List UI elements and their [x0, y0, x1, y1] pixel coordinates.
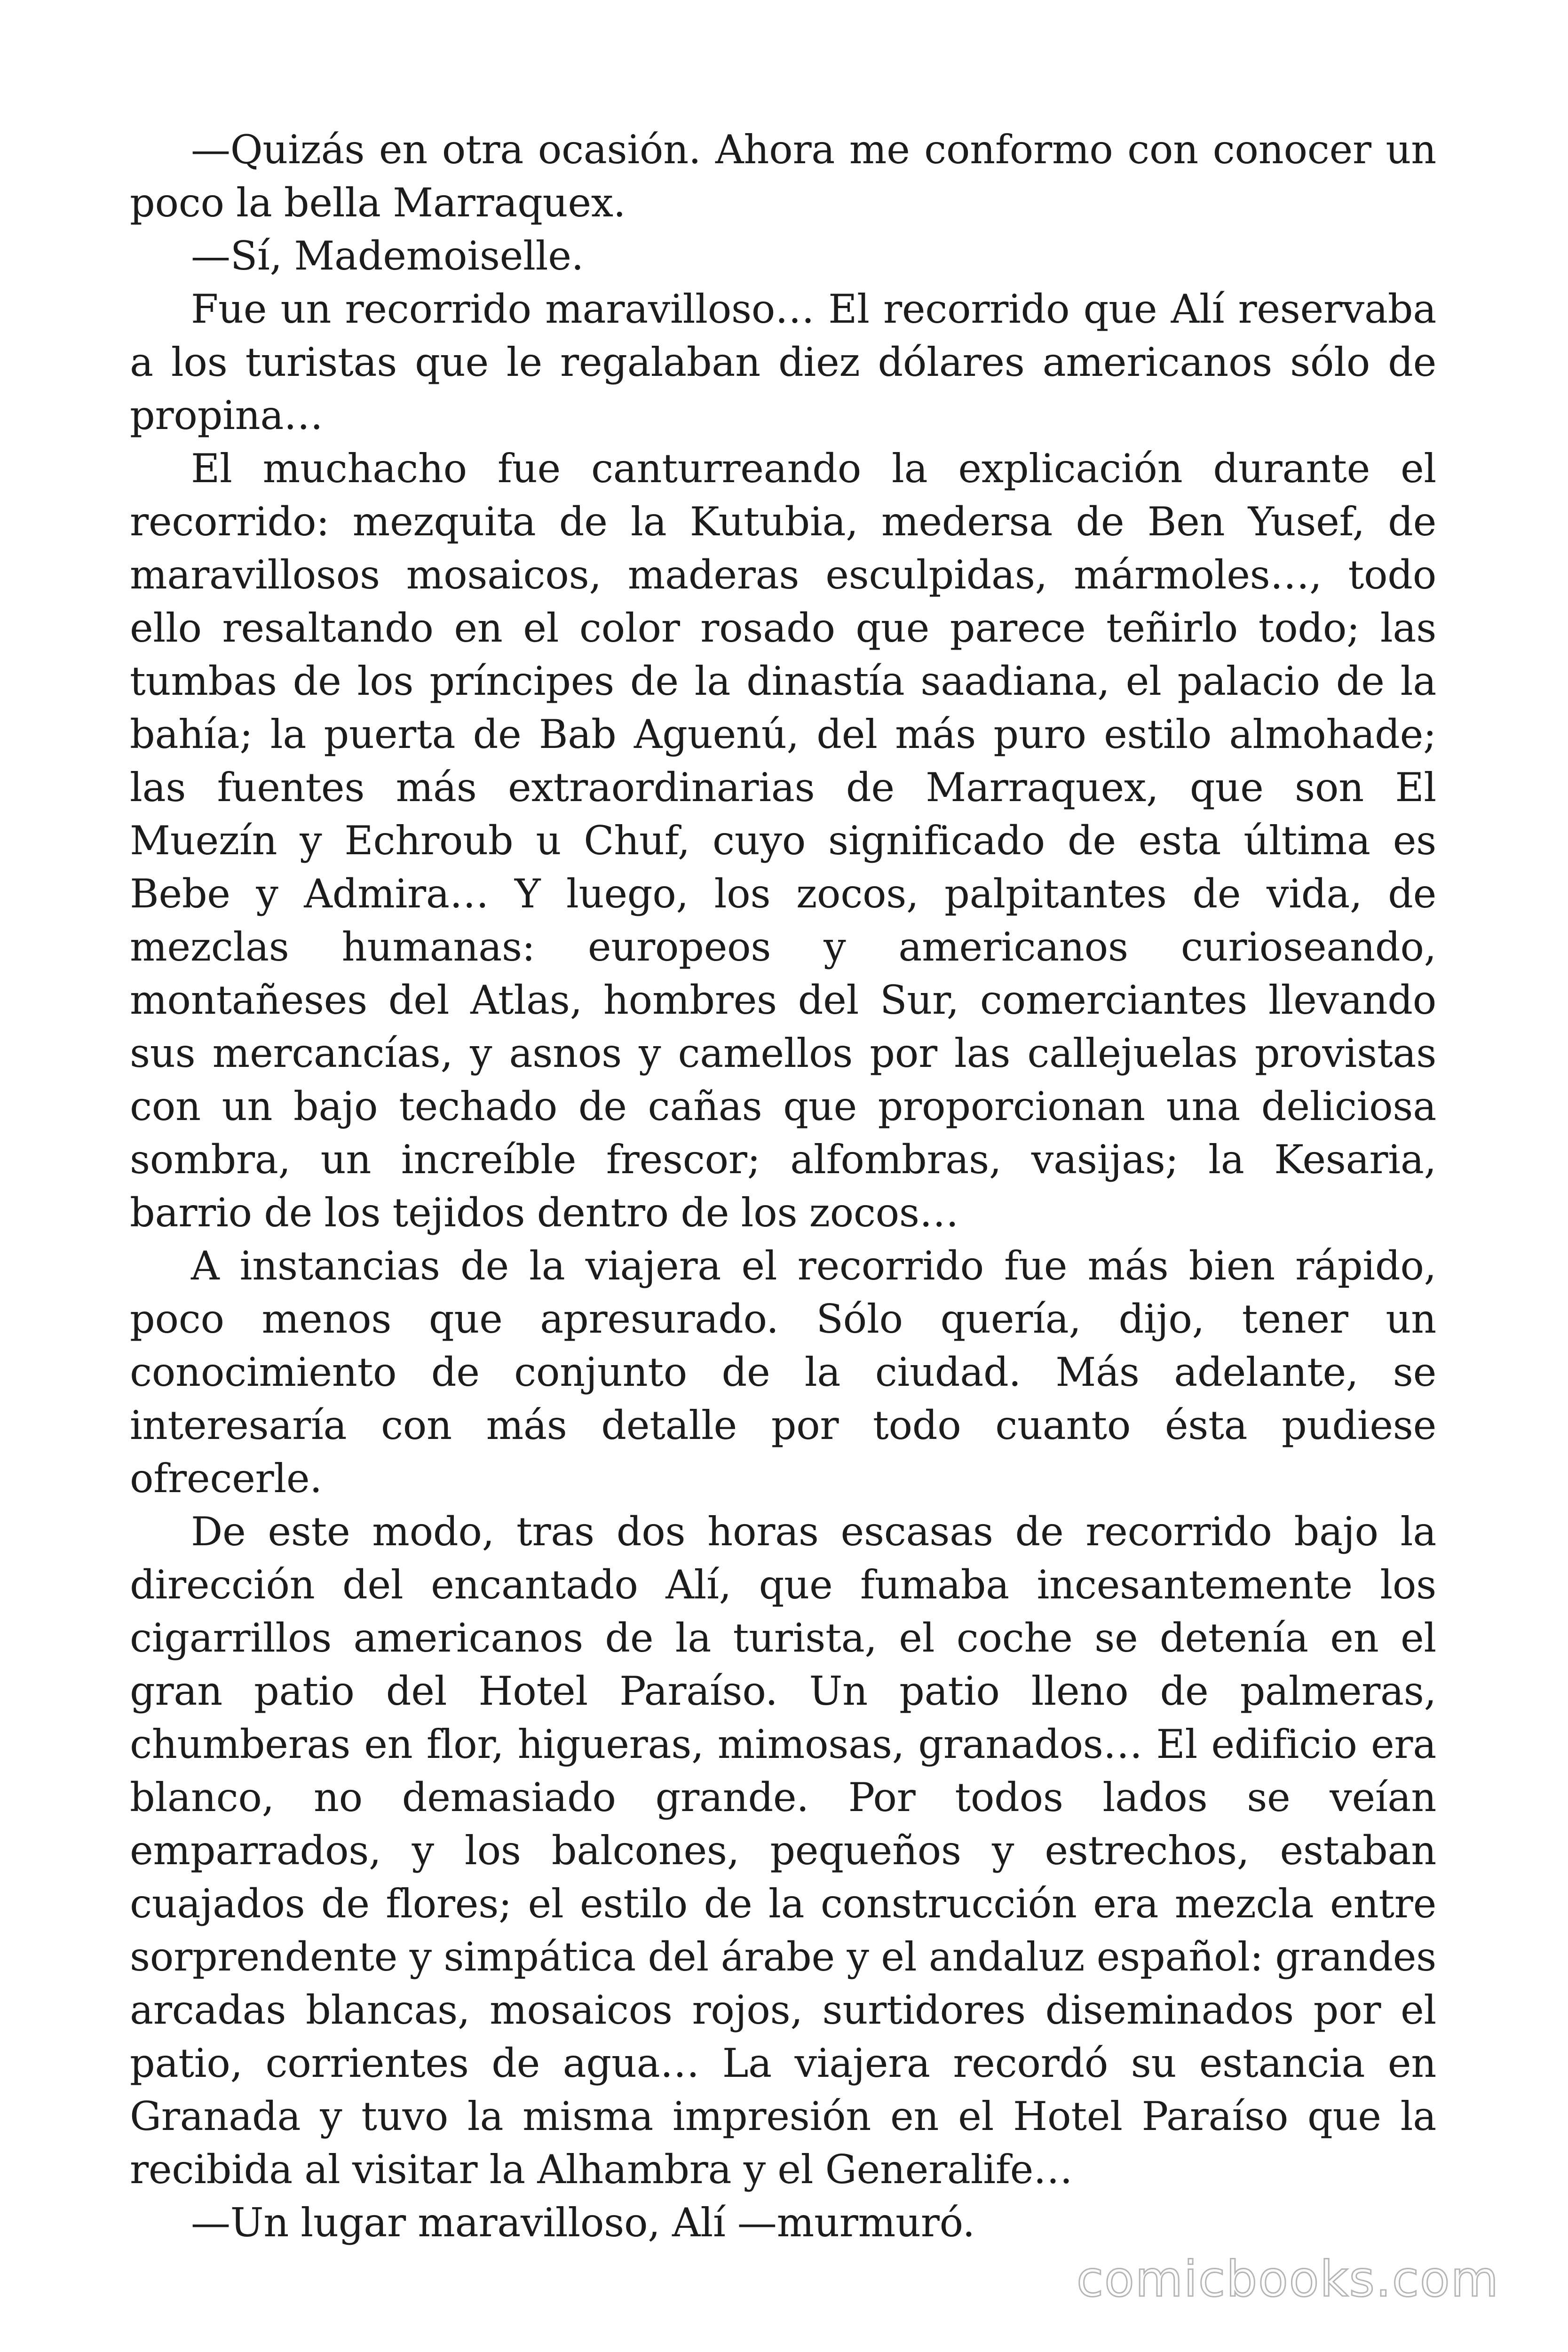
- paragraph: A instancias de la viajera el recorrido fue más bien rápido, poco menos que apresurado. Sólo quería, dijo, tener un conocimiento de conjunto de la ciudad. Más adelante, se interesaría con más detalle por todo cuanto ésta pudiese ofrecerle.: [130, 1243, 1436, 1502]
- paragraph: —Un lugar maravilloso, Alí —murmuró.: [191, 2200, 975, 2246]
- body-text: [130, 123, 1436, 2249]
- paragraph: Fue un recorrido maravilloso… El recorrido que Alí reservaba a los turistas que le regalaban diez dólares americanos sólo de propina…: [130, 286, 1436, 438]
- watermark: comicbooks.com: [1076, 2250, 1499, 2308]
- paragraph: —Sí, Mademoiselle.: [191, 233, 584, 279]
- paragraph: —Quizás en otra ocasión. Ahora me conformo con conocer un poco la bella Marraquex.: [130, 127, 1436, 226]
- paragraph: De este modo, tras dos horas escasas de recorrido bajo la dirección del encantado Alí, que fumaba incesantemente los cigarrillos americanos de la turista, el coche se detenía en el gran patio del Hotel Paraíso. Un patio lleno de palmeras, chumberas en flor, higueras, mimosas, granados… El edificio era blanco, no demasiado grande. Por todos lados se veían emparrados, y los balcones, pequeños y estrechos, estaban cuajados de flores; el estilo de la construcción era mezcla entre sorprendente y simpática del árabe y el andaluz español: grandes arcadas blancas, mosaicos rojos, surtidores diseminados por el patio, corrientes de agua… La viajera recordó su estancia en Granada y tuvo la misma impresión en el Hotel Paraíso que la recibida al visitar la Alhambra y el Generalife…: [130, 1509, 1436, 2193]
- paragraph: El muchacho fue canturreando la explicación durante el recorrido: mezquita de la Kutubia, medersa de Ben Yusef, de maravillosos mosaicos, maderas esculpidas, mármoles…, todo ello resaltando en el color rosado que parece teñirlo todo; las tumbas de los príncipes de la dinastía saadiana, el palacio de la bahía; la puerta de Bab Aguenú, del más puro estilo almohade; las fuentes más extraordinarias de Marraquex, que son El Muezín y Echroub u Chuf, cuyo significado de esta última es Bebe y Admira… Y luego, los zocos, palpitantes de vida, de mezclas humanas: europeos y americanos curioseando, montañeses del Atlas, hombres del Sur, comerciantes llevando sus mercancías, y asnos y camellos por las callejuelas provistas con un bajo techado de cañas que proporcionan una deliciosa sombra, un increíble frescor; alfombras, vasijas; la Kesaria, barrio de los tejidos dentro de los zocos…: [130, 445, 1436, 1236]
